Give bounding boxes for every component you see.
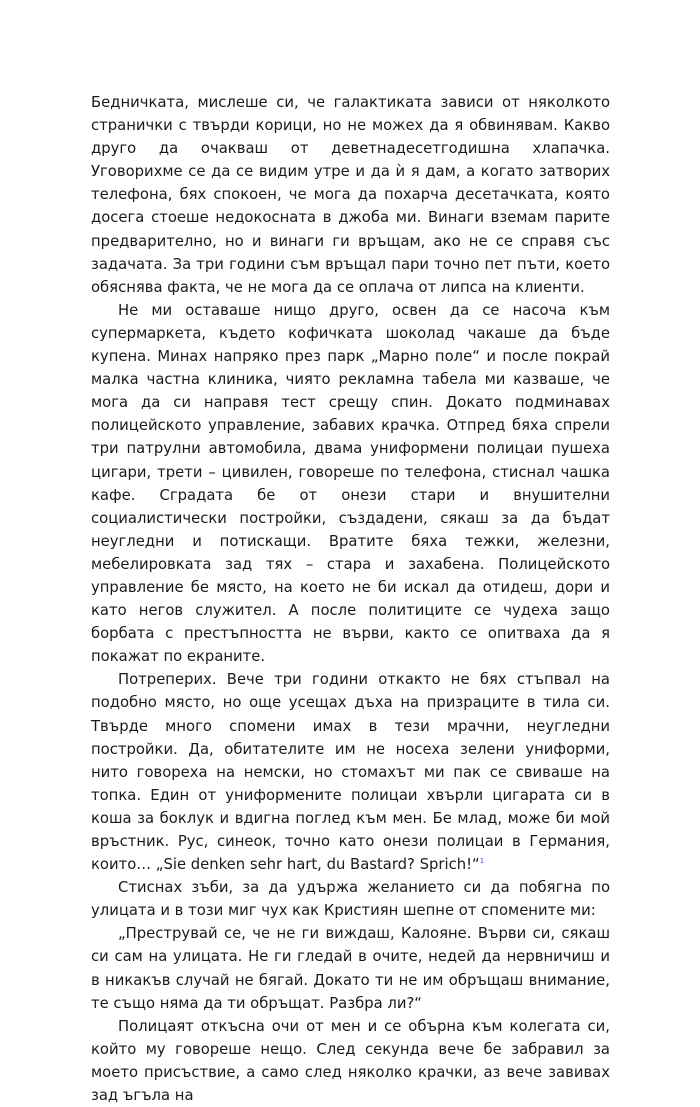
paragraph-4: Стиснах зъби, за да удържа желанието си да побягна по улицата и в този миг чух как Кристиян шепне от спомените ми:: [91, 879, 610, 920]
paragraph-3-text: Потреперих. Вече три години откакто не бях стъпвал на подобно място, но още усещах дъха на призраците в тила си. Твърде много спомени имах в тези мрачни, неугледни постройки. Да, обитателите им не носеха зелени униформи, нито говореха на немски, но стомахът ми пак се свиваше на топка. Един от униформените полицаи хвърли цигарата си в коша за боклук и вдигна поглед към мен. Бе млад, може би мой връстник. Рус, синеок, точно като онези полицаи в Германия, които… „Sie denken sehr hart, du Bastard? Sprich!“: [91, 671, 610, 874]
paragraph-2: Не ми оставаше нищо друго, освен да се насоча към супермаркета, където кофичката шоколад чакаше да бъде купена. Минах напряко през парк „Марно поле“ и после покрай малка частна клиника, чиято рекламна табела ми казваше, че мога да си направя тест срещу спин. Докато подминавах полицейското управление, забавих крачка. Отпред бяха спрели три патрулни автомобила, двама униформени полицаи пушеха цигари, трети – цивилен, говореше по телефона, стиснал чашка кафе. Сградата бе от онези стари и внушителни социалистически постройки, създадени, сякаш за да бъдат неугледни и потискащи. Вратите бяха тежки, железни, мебелировката зад тях – стара и захабена. Полицейското управление бе място, на което не би искал да отидеш, дори и като негов служител. А после политиците се чудеха защо борбата с престъпността не върви, както се опитваха да я покажат по екраните.: [91, 301, 610, 666]
paragraph-3: [91, 668, 610, 876]
paragraph-1: Бедничката, мислеше си, че галактиката зависи от няколкото странички с твърди корици, но не можех да я обвинявам. Какво друго да очакваш от деветнадесетгодишна хлапачка. Уговорихме се да се видим утре и да ѝ я дам, а когато затворих телефона, бях спокоен, че мога да похарча десетачката, която досега стоеше недокосната в джоба ми. Винаги вземам парите предварително, но и винаги ги връщам, ако не се справя със задачата. За три години съм връщал пари точно пет пъти, което обяснява факта, че не мога да се оплача от липса на клиенти.: [91, 94, 610, 296]
footnote-link[interactable]: 1: [479, 857, 485, 866]
paragraph-6: Полицаят откъсна очи от мен и се обърна към колегата си, който му говореше нещо. След секунда вече бе забравил за моето присъствие, а само след няколко крачки, аз вече завивах зад ъгъла на: [91, 1017, 610, 1105]
paragraph-5: „Преструвай се, че не ги виждаш, Калояне. Върви си, сякаш си сам на улицата. Не ги гледай в очите, недей да нервничиш и в никакъв случай не бягай. Докато ти не им обръщаш внимание, те също няма да ти обръщат. Разбра ли?“: [91, 925, 610, 1012]
book-page: [91, 91, 610, 1107]
